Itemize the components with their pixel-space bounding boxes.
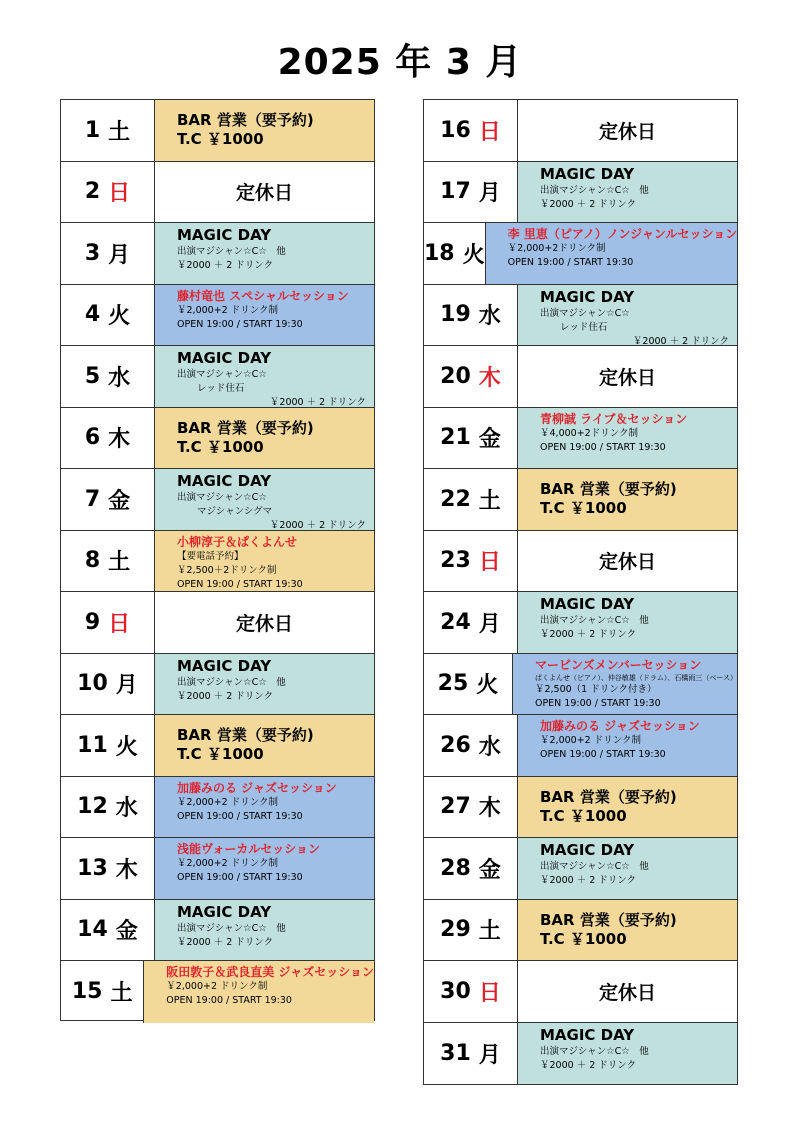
day-row bbox=[424, 654, 737, 716]
day-row bbox=[424, 223, 737, 285]
date-cell bbox=[61, 838, 155, 899]
event-detail: ￥2,000+2ドリンク制 bbox=[507, 243, 606, 254]
day-number: 3 bbox=[84, 240, 101, 266]
day-of-week: 月 bbox=[478, 1042, 501, 1068]
date-cell bbox=[61, 961, 144, 1023]
event-members: ぱくよんせ（ピアノ）、仲谷敏雄（ドラム）、石橋雨三（ベース） bbox=[534, 673, 737, 682]
event-title: 阪田敦子＆武良直美 ジャズセッション bbox=[166, 965, 374, 979]
event-cell bbox=[518, 777, 737, 838]
day-number: 7 bbox=[84, 486, 101, 512]
day-row bbox=[61, 469, 374, 531]
event-title: 李 里恵（ピアノ）ノンジャンルセッション bbox=[507, 227, 738, 241]
day-of-week: 日 bbox=[108, 181, 131, 207]
event-detail: レッド住石 bbox=[560, 321, 608, 333]
day-row bbox=[424, 469, 737, 531]
day-number: 23 bbox=[440, 548, 471, 574]
event-cell bbox=[155, 408, 374, 469]
day-number: 15 bbox=[71, 979, 103, 1005]
event-price: T.C ￥1000 bbox=[540, 929, 627, 948]
day-number: 8 bbox=[84, 548, 101, 574]
day-number: 6 bbox=[84, 425, 101, 451]
event-cell bbox=[155, 469, 374, 530]
date-cell bbox=[61, 469, 155, 530]
day-number: 5 bbox=[84, 363, 101, 389]
date-cell bbox=[61, 654, 155, 715]
day-number: 29 bbox=[440, 917, 471, 943]
date-cell bbox=[61, 900, 155, 961]
day-of-week: 火 bbox=[108, 304, 131, 330]
event-heading: MAGIC DAY bbox=[540, 287, 635, 306]
event-cell bbox=[155, 531, 374, 592]
date-cell bbox=[424, 715, 518, 776]
event-detail: レッド住石 bbox=[197, 383, 245, 394]
day-of-week: 日 bbox=[478, 119, 501, 145]
date-cell bbox=[424, 223, 486, 284]
day-of-week: 水 bbox=[115, 796, 138, 822]
event-detail: 出演マジシャン☆C☆ bbox=[540, 307, 630, 319]
day-of-week: 木 bbox=[108, 427, 131, 453]
date-cell bbox=[61, 346, 155, 407]
day-row bbox=[61, 408, 374, 470]
day-of-week: 土 bbox=[108, 550, 131, 576]
day-row bbox=[61, 531, 374, 593]
event-detail: 出演マジシャン☆C☆ 他 bbox=[540, 615, 649, 626]
event-detail: 出演マジシャン☆C☆ bbox=[177, 492, 267, 503]
event-detail: 出演マジシャン☆C☆ bbox=[177, 369, 267, 380]
event-detail: OPEN 19:00 / START 19:30 bbox=[166, 995, 292, 1006]
day-of-week: 月 bbox=[115, 673, 138, 699]
day-of-week: 木 bbox=[115, 857, 138, 883]
day-of-week: 金 bbox=[478, 857, 501, 883]
event-cell bbox=[155, 592, 374, 653]
event-detail: OPEN 19:00 / START 19:30 bbox=[534, 697, 661, 709]
event-detail: ￥2,000+2 ドリンク制 bbox=[177, 858, 279, 869]
day-number: 30 bbox=[440, 978, 471, 1004]
event-detail: OPEN 19:00 / START 19:30 bbox=[507, 257, 634, 268]
date-cell bbox=[424, 469, 518, 530]
day-number: 9 bbox=[84, 609, 101, 635]
event-detail: ￥2,000+2 ドリンク制 bbox=[177, 796, 279, 808]
event-cell bbox=[518, 1023, 737, 1085]
day-of-week: 木 bbox=[478, 365, 501, 391]
day-row bbox=[424, 838, 737, 900]
closed-label: 定休日 bbox=[598, 981, 656, 1004]
schedule-column-right bbox=[423, 99, 738, 1085]
event-detail: ￥4,000+2ドリンク制 bbox=[540, 427, 639, 439]
date-cell bbox=[61, 285, 155, 346]
event-price: ￥2000 ＋ 2 ドリンク bbox=[269, 520, 366, 531]
event-detail: ￥2,000+2 ドリンク制 bbox=[166, 981, 268, 992]
event-cell bbox=[486, 223, 738, 284]
day-row bbox=[61, 592, 374, 654]
event-cell bbox=[155, 162, 374, 223]
closed-label: 定休日 bbox=[235, 612, 293, 635]
date-cell bbox=[424, 838, 518, 899]
event-title: 小柳淳子＆ぱくよんせ bbox=[177, 534, 298, 549]
day-of-week: 火 bbox=[476, 673, 499, 699]
date-cell bbox=[61, 777, 155, 838]
event-price: T.C ￥1000 bbox=[177, 130, 264, 148]
event-heading: BAR 営業（要予約) bbox=[177, 111, 314, 129]
event-heading: BAR 営業（要予約) bbox=[177, 418, 314, 437]
day-row bbox=[61, 777, 374, 839]
day-row bbox=[61, 285, 374, 347]
day-number: 31 bbox=[440, 1040, 471, 1066]
event-cell bbox=[155, 777, 374, 838]
date-cell bbox=[424, 777, 518, 838]
event-heading: BAR 営業（要予約) bbox=[177, 726, 314, 744]
event-heading: MAGIC DAY bbox=[177, 226, 272, 244]
day-number: 13 bbox=[77, 855, 108, 881]
date-cell bbox=[424, 654, 513, 715]
day-row bbox=[424, 961, 737, 1023]
closed-label: 定休日 bbox=[235, 182, 293, 205]
day-number: 12 bbox=[77, 794, 108, 820]
event-cell bbox=[518, 346, 737, 407]
day-row bbox=[61, 961, 374, 1023]
event-detail: 出演マジシャン☆C☆ 他 bbox=[540, 861, 649, 872]
event-cell bbox=[518, 900, 737, 961]
event-cell bbox=[518, 285, 737, 346]
day-of-week: 水 bbox=[478, 304, 501, 330]
day-of-week: 水 bbox=[478, 734, 501, 760]
date-cell bbox=[424, 408, 518, 469]
event-cell bbox=[144, 961, 374, 1023]
page-title: 2025 年 3 月 bbox=[277, 42, 523, 83]
day-row bbox=[61, 223, 374, 285]
event-detail: OPEN 19:00 / START 19:30 bbox=[540, 441, 666, 453]
event-cell bbox=[518, 408, 737, 469]
day-of-week: 木 bbox=[478, 796, 501, 822]
day-row bbox=[424, 777, 737, 839]
day-number: 25 bbox=[437, 671, 469, 697]
day-of-week: 水 bbox=[108, 365, 131, 391]
date-cell bbox=[61, 408, 155, 469]
event-detail: OPEN 19:00 / START 19:30 bbox=[177, 578, 303, 590]
event-price: T.C ￥1000 bbox=[540, 806, 627, 825]
event-cell bbox=[518, 961, 737, 1022]
date-cell bbox=[61, 531, 155, 592]
closed-label: 定休日 bbox=[598, 551, 656, 574]
event-cell bbox=[518, 592, 737, 653]
date-cell bbox=[424, 592, 518, 653]
event-cell bbox=[155, 900, 374, 961]
day-number: 27 bbox=[440, 794, 471, 820]
event-cell bbox=[155, 838, 374, 899]
event-price: ￥2000 ＋ 2 ドリンク bbox=[269, 397, 366, 408]
day-row bbox=[424, 100, 737, 162]
event-price: T.C ￥1000 bbox=[540, 499, 627, 517]
event-price: T.C ￥1000 bbox=[177, 745, 264, 763]
event-cell bbox=[518, 162, 737, 223]
event-heading: MAGIC DAY bbox=[177, 472, 272, 490]
event-detail: OPEN 19:00 / START 19:30 bbox=[177, 810, 303, 822]
event-detail: OPEN 19:00 / START 19:30 bbox=[177, 872, 303, 883]
event-heading: MAGIC DAY bbox=[177, 656, 272, 675]
date-cell bbox=[61, 715, 155, 776]
event-cell bbox=[155, 346, 374, 407]
event-title: 青柳誠 ライブ＆セッション bbox=[540, 411, 688, 426]
event-cell bbox=[518, 469, 737, 530]
event-price: ￥2000 ＋ 2 ドリンク bbox=[632, 335, 729, 347]
day-row bbox=[424, 592, 737, 654]
event-cell bbox=[518, 715, 737, 776]
day-of-week: 土 bbox=[108, 119, 131, 145]
closed-label: 定休日 bbox=[598, 120, 656, 143]
event-detail: ￥2000 ＋ 2 ドリンク bbox=[177, 260, 274, 271]
day-of-week: 金 bbox=[108, 488, 131, 514]
day-of-week: 火 bbox=[462, 242, 485, 268]
day-number: 18 bbox=[424, 240, 455, 266]
day-number: 11 bbox=[77, 732, 108, 758]
event-heading: MAGIC DAY bbox=[177, 349, 272, 367]
event-heading: BAR 営業（要予約) bbox=[540, 480, 677, 498]
event-detail: 出演マジシャン☆C☆ 他 bbox=[540, 1045, 649, 1057]
day-of-week: 月 bbox=[478, 181, 501, 207]
day-of-week: 金 bbox=[115, 919, 138, 945]
event-detail: OPEN 19:00 / START 19:30 bbox=[177, 318, 303, 330]
date-cell bbox=[61, 223, 155, 284]
day-of-week: 日 bbox=[478, 550, 501, 576]
closed-label: 定休日 bbox=[598, 366, 656, 389]
date-cell bbox=[424, 285, 518, 346]
day-row bbox=[61, 100, 374, 162]
day-of-week: 土 bbox=[478, 919, 501, 945]
day-of-week: 日 bbox=[478, 980, 501, 1006]
day-number: 1 bbox=[84, 117, 101, 143]
event-title: 浅能ヴォーカルセッション bbox=[177, 842, 321, 856]
day-number: 10 bbox=[77, 671, 108, 697]
event-detail: ￥2000 ＋ 2 ドリンク bbox=[540, 1059, 637, 1071]
event-detail: 出演マジシャン☆C☆ 他 bbox=[177, 676, 286, 688]
day-number: 2 bbox=[84, 179, 101, 205]
date-cell bbox=[424, 100, 518, 161]
day-number: 28 bbox=[440, 855, 471, 881]
date-cell bbox=[424, 346, 518, 407]
event-cell bbox=[513, 654, 737, 715]
day-number: 17 bbox=[440, 179, 471, 205]
schedule-column-left bbox=[60, 99, 375, 1021]
event-cell bbox=[155, 715, 374, 776]
day-of-week: 火 bbox=[115, 734, 138, 760]
event-heading: BAR 営業（要予約) bbox=[540, 787, 677, 806]
event-detail: マジシャンシグマ bbox=[197, 506, 273, 517]
event-heading: MAGIC DAY bbox=[540, 1025, 635, 1044]
day-of-week: 土 bbox=[110, 981, 133, 1007]
event-detail: ￥2,000+2 ドリンク制 bbox=[177, 304, 279, 316]
event-heading: BAR 営業（要予約) bbox=[540, 910, 677, 929]
event-detail: 出演マジシャン☆C☆ 他 bbox=[177, 246, 286, 257]
date-cell bbox=[61, 100, 155, 161]
event-heading: MAGIC DAY bbox=[177, 902, 272, 921]
day-row bbox=[61, 900, 374, 962]
event-price: T.C ￥1000 bbox=[177, 437, 264, 456]
event-cell bbox=[155, 100, 374, 161]
day-row bbox=[424, 162, 737, 224]
day-of-week: 月 bbox=[478, 611, 501, 637]
event-heading: MAGIC DAY bbox=[540, 164, 635, 183]
event-cell bbox=[518, 531, 737, 592]
event-detail: ￥2000 ＋ 2 ドリンク bbox=[177, 690, 274, 702]
day-number: 19 bbox=[440, 302, 471, 328]
day-row bbox=[61, 162, 374, 224]
event-detail: ￥2000 ＋ 2 ドリンク bbox=[540, 875, 637, 886]
date-cell bbox=[61, 592, 155, 653]
day-number: 14 bbox=[77, 917, 108, 943]
date-cell bbox=[61, 162, 155, 223]
event-cell bbox=[518, 838, 737, 899]
day-row bbox=[424, 531, 737, 593]
event-detail: ￥2000 ＋ 2 ドリンク bbox=[177, 936, 274, 948]
event-detail: ￥2000 ＋ 2 ドリンク bbox=[540, 629, 637, 640]
event-detail: OPEN 19:00 / START 19:30 bbox=[540, 749, 666, 760]
day-row bbox=[424, 900, 737, 962]
day-number: 21 bbox=[440, 425, 471, 451]
day-row bbox=[61, 654, 374, 716]
day-of-week: 日 bbox=[108, 611, 131, 637]
event-title: 加藤みのる ジャズセッション bbox=[540, 719, 700, 733]
event-detail: ￥2000 ＋ 2 ドリンク bbox=[540, 198, 637, 210]
event-detail: 出演マジシャン☆C☆ 他 bbox=[540, 184, 649, 196]
event-detail: ￥2,000+2 ドリンク制 bbox=[540, 735, 642, 746]
day-row bbox=[61, 838, 374, 900]
day-row bbox=[424, 715, 737, 777]
day-row bbox=[424, 285, 737, 347]
date-cell bbox=[424, 531, 518, 592]
event-detail: 出演マジシャン☆C☆ 他 bbox=[177, 922, 286, 934]
day-number: 26 bbox=[440, 732, 471, 758]
day-row bbox=[61, 715, 374, 777]
event-title: 藤村竜也 スペシャルセッション bbox=[177, 288, 349, 303]
date-cell bbox=[424, 900, 518, 961]
day-row bbox=[424, 346, 737, 408]
day-number: 4 bbox=[84, 302, 101, 328]
event-cell bbox=[518, 100, 737, 161]
event-title: マービンズメンバーセッション bbox=[534, 657, 702, 672]
event-title: 加藤みのる ジャズセッション bbox=[177, 780, 337, 795]
event-heading: MAGIC DAY bbox=[540, 841, 635, 859]
date-cell bbox=[424, 1023, 518, 1085]
event-detail: ￥2,500＋2ドリンク制 bbox=[177, 564, 277, 576]
day-row bbox=[61, 346, 374, 408]
day-number: 16 bbox=[440, 117, 471, 143]
day-row bbox=[424, 1023, 737, 1085]
event-heading: MAGIC DAY bbox=[540, 595, 635, 613]
day-number: 20 bbox=[440, 363, 471, 389]
day-number: 24 bbox=[440, 609, 471, 635]
event-cell bbox=[155, 285, 374, 346]
day-of-week: 金 bbox=[478, 427, 501, 453]
day-of-week: 土 bbox=[478, 488, 501, 514]
event-cell bbox=[155, 654, 374, 715]
day-of-week: 月 bbox=[108, 242, 131, 268]
date-cell bbox=[424, 162, 518, 223]
event-cell bbox=[155, 223, 374, 284]
event-detail: ￥2,500（1 ドリンク付き） bbox=[534, 683, 657, 695]
day-number: 22 bbox=[440, 486, 471, 512]
date-cell bbox=[424, 961, 518, 1022]
event-note: 【要電話予約】 bbox=[177, 550, 244, 562]
day-row bbox=[424, 408, 737, 470]
